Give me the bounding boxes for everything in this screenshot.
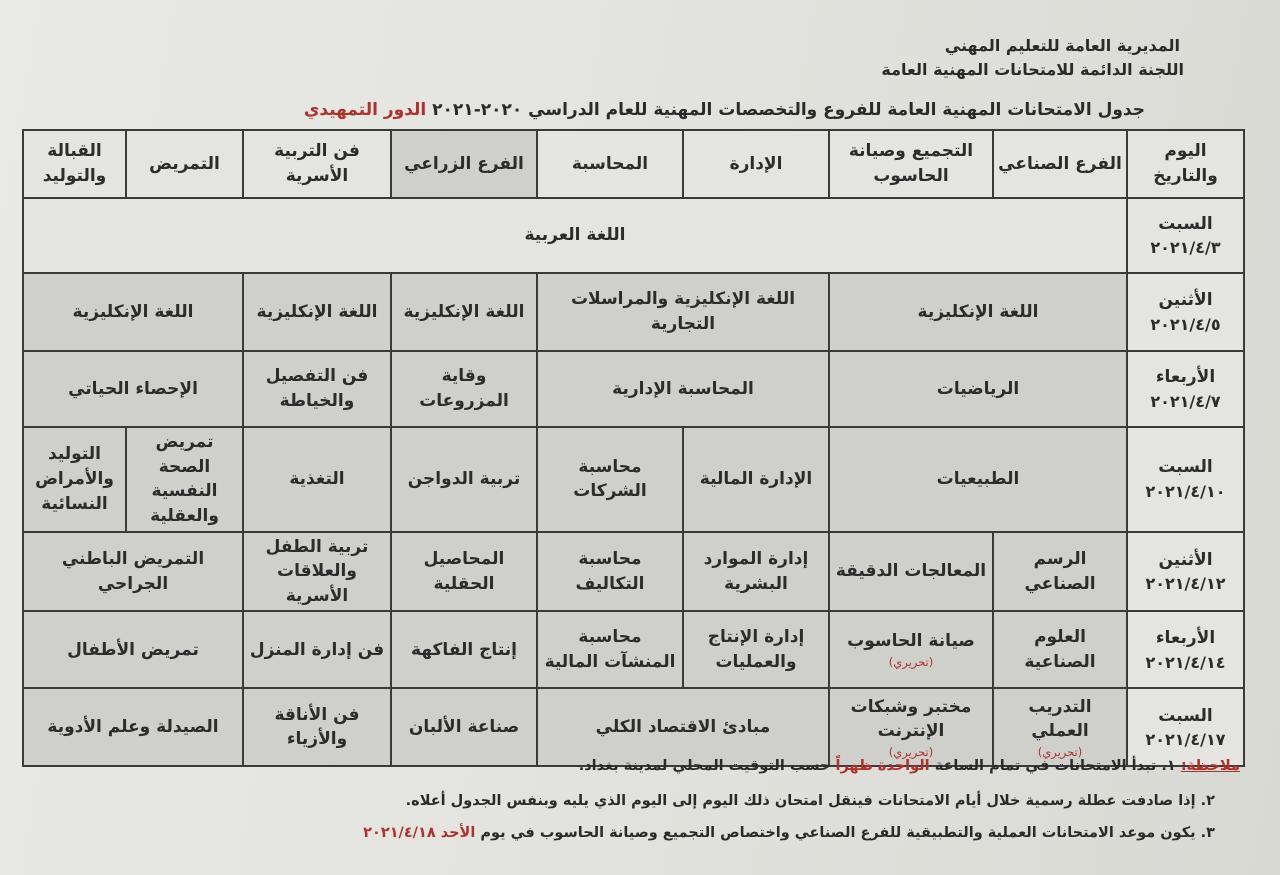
col-midwifery: القبالة والتوليد [23, 130, 126, 198]
day-cell: الأثنين ٢٠٢١/٤/١٢ [1127, 532, 1244, 612]
col-day-date: اليوم والتاريخ [1127, 130, 1244, 198]
note-1: ملاحظة: ١. تبدأ الامتحانات في تمام الساعة الواحدة ظهراً حسب التوقيت المحلي لمدينة بغداد. [578, 758, 1240, 774]
table-row [23, 688, 1244, 766]
exam-ind-comp: اللغة الإنكليزية [829, 273, 1127, 351]
exam-comp: صيانة الحاسوب (تحريري) [829, 611, 993, 688]
start-time: الواحدة ظهراً [835, 758, 930, 774]
exam-ind: العلوم الصناعية [993, 611, 1127, 688]
exam-agri: اللغة الإنكليزية [391, 273, 537, 351]
exam-agri: المحاصيل الحقلية [391, 532, 537, 612]
exam-admin: إدارة الإنتاج والعمليات [683, 611, 829, 688]
exam-nurs-mid: الصيدلة وعلم الأدوية [23, 688, 243, 766]
col-computer: التجميع وصيانة الحاسوب [829, 130, 993, 198]
schedule-title [304, 100, 1145, 120]
practical-exam-date: الأحد ٢٠٢١/٤/١٨ [363, 825, 476, 841]
exam-ind: الرسم الصناعي [993, 532, 1127, 612]
note-3: ٣. يكون موعد الامتحانات العملية والتطبيقية للفرع الصناعي واختصاص التجميع وصيانة الحاسوب في يوم الأحد ٢٠٢١/٤/١٨ [363, 825, 1215, 841]
exam-family: اللغة الإنكليزية [243, 273, 391, 351]
exam-ind-comp: الرياضيات [829, 351, 1127, 427]
exam-admin: إدارة الموارد البشرية [683, 532, 829, 612]
exam-acc: محاسبة المنشآت المالية [537, 611, 683, 688]
exam-midwifery: التوليد والأمراض النسائية [23, 427, 126, 532]
exam-comp: مختبر وشبكات الإنترنت (تحريري) [829, 688, 993, 766]
day-cell: السبت ٢٠٢١/٤/١٠ [1127, 427, 1244, 532]
exam-agri: إنتاج الفاكهة [391, 611, 537, 688]
exam-family: تربية الطفل والعلاقات الأسرية [243, 532, 391, 612]
directorate-name: المديرية العامة للتعليم المهني [944, 36, 1180, 55]
exam-family: فن الأناقة والأزياء [243, 688, 391, 766]
day-cell: السبت ٢٠٢١/٤/٣ [1127, 198, 1244, 273]
table-row [23, 351, 1244, 427]
exam-comp: المعالجات الدقيقة [829, 532, 993, 612]
col-family: فن التربية الأسرية [243, 130, 391, 198]
exam-schedule-table [22, 129, 1245, 767]
exam-family: فن التفصيل والخياطة [243, 351, 391, 427]
exam-nurs-mid: اللغة الإنكليزية [23, 273, 243, 351]
exam-nursing: تمريض الصحة النفسية والعقلية [126, 427, 243, 532]
exam-nurs-mid: الإحصاء الحياتي [23, 351, 243, 427]
table-row [23, 611, 1244, 688]
committee-name: اللجنة الدائمة للامتحانات المهنية العامة [881, 60, 1184, 79]
exam-ind: التدريب العملي (تحريري) [993, 688, 1127, 766]
col-accounting: المحاسبة [537, 130, 683, 198]
exam-family: فن إدارة المنزل [243, 611, 391, 688]
day-cell: الأربعاء ٢٠٢١/٤/١٤ [1127, 611, 1244, 688]
col-admin: الإدارة [683, 130, 829, 198]
exam-nurs-mid: التمريض الباطني الجراحي [23, 532, 243, 612]
exam-admin-acc: اللغة الإنكليزية والمراسلات التجارية [537, 273, 829, 351]
exam-acc: محاسبة التكاليف [537, 532, 683, 612]
day-cell: الأربعاء ٢٠٢١/٤/٧ [1127, 351, 1244, 427]
header-row [23, 130, 1244, 198]
title-main: جدول الامتحانات المهنية العامة للفروع والتخصصات المهنية للعام الدراسي ٢٠٢٠-٢٠٢١ [432, 100, 1145, 120]
col-agri: الفرع الزراعي [391, 130, 537, 198]
day-cell: السبت ٢٠٢١/٤/١٧ [1127, 688, 1244, 766]
col-nursing: التمريض [126, 130, 243, 198]
table-row [23, 273, 1244, 351]
exam-admin-acc: مبادئ الاقتصاد الكلي [537, 688, 829, 766]
exam-agri: صناعة الألبان [391, 688, 537, 766]
table-row [23, 532, 1244, 612]
exam-ind-comp: الطبيعيات [829, 427, 1127, 532]
table-row [23, 427, 1244, 532]
exam-admin-acc: المحاسبة الإدارية [537, 351, 829, 427]
exam-agri: تربية الدواجن [391, 427, 537, 532]
col-industrial: الفرع الصناعي [993, 130, 1127, 198]
notes-label: ملاحظة: [1180, 758, 1240, 774]
note-2: ٢. إذا صادفت عطلة رسمية خلال أيام الامتحانات فينقل امتحان ذلك اليوم إلى اليوم الذي يليه وبنفس الجدول أعلاه. [405, 793, 1215, 809]
exam-all: اللغة العربية [23, 198, 1127, 273]
title-round: الدور التمهيدي [303, 100, 427, 120]
exam-agri: وقاية المزروعات [391, 351, 537, 427]
exam-nurs-mid: تمريض الأطفال [23, 611, 243, 688]
exam-family: التغذية [243, 427, 391, 532]
table-row [23, 198, 1244, 273]
exam-admin: الإدارة المالية [683, 427, 829, 532]
exam-acc: محاسبة الشركات [537, 427, 683, 532]
day-cell: الأثنين ٢٠٢١/٤/٥ [1127, 273, 1244, 351]
